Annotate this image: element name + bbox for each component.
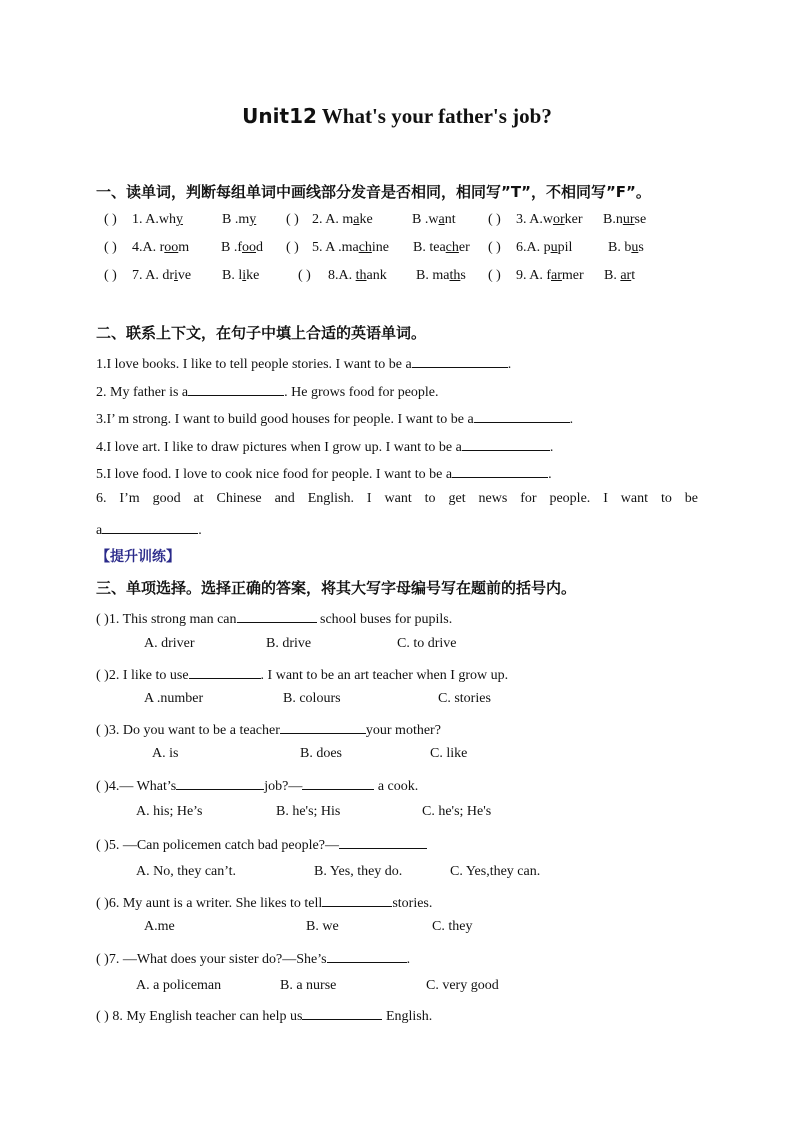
mc-option-c: C. stories xyxy=(438,691,491,706)
word-option-a: 2. A. make xyxy=(312,212,373,227)
mc-option-b: B. we xyxy=(306,919,339,934)
mc-option-b: B. a nurse xyxy=(280,978,337,993)
mc-option-b: B. does xyxy=(300,746,342,761)
word-option-b: B. teacher xyxy=(413,240,470,255)
underlined-sound: u xyxy=(550,240,558,255)
underlined-sound: i xyxy=(242,268,247,283)
answer-paren[interactable]: ( ) xyxy=(104,240,117,255)
mc-option-b: B. drive xyxy=(266,636,312,651)
answer-blank[interactable] xyxy=(102,519,198,534)
answer-blank[interactable] xyxy=(188,381,284,396)
fill-question-4: 4.I love art. I like to draw pictures when I grow up. I want to be a . xyxy=(96,436,553,456)
word-option-b: B.nurse xyxy=(603,212,647,227)
word-option-a: 1. A.why xyxy=(132,212,183,227)
underlined-sound: th xyxy=(449,268,461,283)
answer-paren[interactable]: ( ) xyxy=(298,268,311,283)
mc-option-a: A. driver xyxy=(144,636,195,651)
underlined-sound: u xyxy=(631,240,639,255)
underlined-sound: a xyxy=(353,212,360,227)
word-option-a: 6.A. pupil xyxy=(516,240,573,255)
answer-paren[interactable]: ( ) xyxy=(96,896,109,911)
word-option-b: B. bus xyxy=(608,240,644,255)
underlined-sound: ar xyxy=(551,268,562,283)
underlined-sound: ch xyxy=(358,240,372,255)
answer-blank xyxy=(176,775,264,790)
underlined-sound: a xyxy=(438,212,445,227)
answer-blank xyxy=(280,719,366,734)
mc-question-1: ( )1. This strong man can school buses for pupils. xyxy=(96,608,452,628)
answer-paren[interactable]: ( ) xyxy=(96,952,109,967)
word-option-b: B .food xyxy=(221,240,264,255)
mc-option-b: B. colours xyxy=(283,691,341,706)
mc-option-a: A .number xyxy=(144,691,204,706)
underlined-sound: or xyxy=(552,212,565,227)
title-unit: Unit12 xyxy=(242,104,317,128)
mc-option-c: C. they xyxy=(432,919,473,934)
mc-option-a: A. is xyxy=(152,746,179,761)
underlined-sound: th xyxy=(355,268,367,283)
word-option-b: B .want xyxy=(412,212,456,227)
fill-question-6-line2: a . xyxy=(96,519,202,539)
page-title xyxy=(0,104,794,129)
mc-option-c: C. very good xyxy=(426,978,499,993)
answer-paren[interactable]: ( ) xyxy=(96,779,109,794)
word-option-a: 4.A. room xyxy=(132,240,190,255)
underlined-sound: i xyxy=(174,268,178,283)
mc-question-5: ( )5. —Can policemen catch bad people?— xyxy=(96,834,427,854)
answer-paren[interactable]: ( ) xyxy=(96,668,109,683)
underlined-sound: y xyxy=(249,212,257,227)
underlined-sound: y xyxy=(175,212,183,227)
fill-question-1: 1.I love books. I like to tell people stories. I want to be a . xyxy=(96,353,511,373)
answer-paren[interactable]: ( ) xyxy=(96,838,109,853)
mc-option-c: C. he's; He's xyxy=(422,804,492,819)
mc-question-4: ( )4.— What’s job?— a cook. xyxy=(96,775,418,795)
underlined-sound: ar xyxy=(620,268,632,283)
improvement-tag: 【提升训练】 xyxy=(96,549,180,565)
mc-option-b: B. he's; His xyxy=(276,804,341,819)
word-option-a: 3. A.worker xyxy=(516,212,583,227)
underlined-sound: oo xyxy=(242,240,257,255)
answer-paren[interactable]: ( ) xyxy=(286,240,299,255)
answer-blank xyxy=(327,948,407,963)
word-option-a: 8.A. thank xyxy=(328,268,387,283)
mc-question-2: ( )2. I like to use . I want to be an art teacher when I grow up. xyxy=(96,664,508,684)
fill-question-2: 2. My father is a . He grows food for people. xyxy=(96,381,439,401)
mc-question-3: ( )3. Do you want to be a teacher your mother? xyxy=(96,719,441,739)
answer-paren[interactable]: ( ) xyxy=(96,723,109,738)
answer-paren[interactable]: ( ) xyxy=(488,240,501,255)
answer-paren[interactable]: ( ) xyxy=(488,268,501,283)
mc-question-7: ( )7. —What does your sister do?—She’s . xyxy=(96,948,410,968)
answer-paren[interactable]: ( ) xyxy=(96,1009,109,1024)
answer-paren[interactable]: ( ) xyxy=(488,212,501,227)
mc-option-c: C. to drive xyxy=(397,636,457,651)
mc-question-6: ( )6. My aunt is a writer. She likes to tell stories. xyxy=(96,892,432,912)
answer-blank xyxy=(189,664,261,679)
answer-blank xyxy=(302,775,374,790)
word-option-b: B .my xyxy=(222,212,257,227)
mc-option-c: C. Yes,they can. xyxy=(450,864,541,879)
section1-heading: 一、读单词，判断每组单词中画线部分发音是否相同，相同写”T”，不相同写”F”。 xyxy=(96,183,651,201)
underlined-sound: ch xyxy=(445,240,459,255)
mc-option-c: C. like xyxy=(430,746,468,761)
underlined-sound: oo xyxy=(164,240,179,255)
fill-question-3: 3.I’ m strong. I want to build good houses for people. I want to be a . xyxy=(96,408,573,428)
answer-paren[interactable]: ( ) xyxy=(104,268,117,283)
section3-heading: 三、单项选择。选择正确的答案，将其大写字母编号写在题前的括号内。 xyxy=(96,579,577,597)
answer-blank xyxy=(322,892,392,907)
word-option-b: B. art xyxy=(604,268,636,283)
answer-blank xyxy=(237,608,317,623)
section2-heading: 二、联系上下文，在句子中填上合适的英语单词。 xyxy=(96,324,427,342)
word-option-b: B. maths xyxy=(416,268,466,283)
answer-paren[interactable]: ( ) xyxy=(286,212,299,227)
answer-blank xyxy=(302,1005,382,1020)
mc-option-a: A. a policeman xyxy=(136,978,222,993)
fill-question-5: 5.I love food. I love to cook nice food for people. I want to be a . xyxy=(96,463,552,483)
underlined-sound: ur xyxy=(622,212,635,227)
word-option-a: 9. A. farmer xyxy=(516,268,584,283)
answer-paren[interactable]: ( ) xyxy=(104,212,117,227)
answer-blank[interactable] xyxy=(462,436,550,451)
word-option-a: 5. A .machine xyxy=(312,240,390,255)
word-option-a: 7. A. drive xyxy=(132,268,192,283)
mc-option-a: A.me xyxy=(144,919,175,934)
mc-option-a: A. No, they can’t. xyxy=(136,864,237,879)
answer-paren[interactable]: ( ) xyxy=(96,612,109,627)
answer-blank[interactable] xyxy=(452,463,548,478)
answer-blank[interactable] xyxy=(474,408,570,423)
mc-option-a: A. his; He’s xyxy=(136,804,203,819)
answer-blank xyxy=(339,834,427,849)
word-option-b: B. like xyxy=(222,268,260,283)
mc-option-b: B. Yes, they do. xyxy=(314,864,403,879)
fill-question-6-line1: 6. I’m good at Chinese and English. I want to get news for people. I want to be xyxy=(96,491,698,506)
title-question: What's your father's job? xyxy=(316,104,552,128)
mc-question-8: ( ) 8. My English teacher can help us English. xyxy=(96,1005,432,1025)
answer-blank[interactable] xyxy=(412,353,508,368)
